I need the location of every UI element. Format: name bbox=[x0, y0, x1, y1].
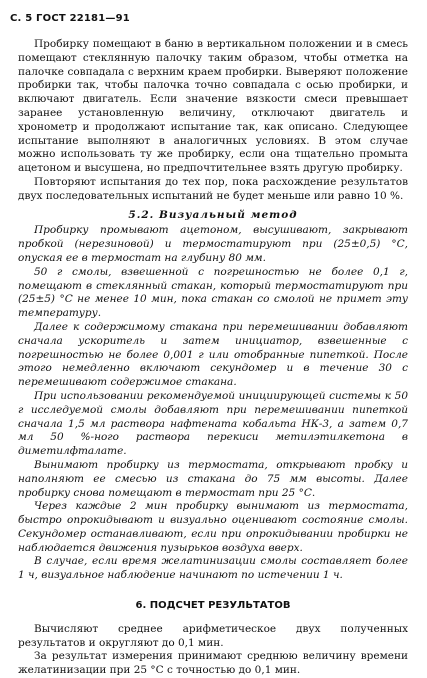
section-5-2-title: 5.2. Визуальный метод bbox=[128, 208, 298, 221]
paragraph: Пробирку помещают в баню в вертикальном положении и в смесь помещают стеклянную палочку таким образом, чтобы отметка на палочке совпадала с верхним краем пробирки. Выверяют положение пробирки так, чтобы палочка точно совпадала с осью пробирки, и включают двигатель. Если значение вязкости смеси превышает заранее установленную величину, отключают двигатель и хронометр и продолжают испытание так, как описано. Следующее испытание выполняют в аналогичных условиях. В этом случае можно использовать ту же пробирку, если она тщательно промыта ацетоном и высушена, но предпочтительнее взять другую пробирку. bbox=[18, 38, 408, 175]
paragraph: В случае, если время желатинизации смолы составляет более 1 ч, визуальное наблюдение начинают по истечении 1 ч. bbox=[18, 555, 408, 582]
paragraph: Пробирку промывают ацетоном, высушивают, закрывают пробкой (нерезиновой) и термостатируют при (25±0,5) °С, опуская ее в термостат на глубину 80 мм. bbox=[18, 224, 408, 264]
document-body bbox=[18, 38, 408, 678]
paragraph: Вычисляют среднее арифметическое двух полученных результатов и округляют до 0,1 мин. bbox=[18, 622, 408, 649]
paragraph: За результат измерения принимают среднюю величину времени желатинизации при 25 °С с точностью до 0,1 мин. bbox=[18, 650, 408, 677]
paragraph: 50 г смолы, взвешенной с погрешностью не более 0,1 г, помещают в стеклянный стакан, который термостатируют при (25±5) °С не менее 10 мин, пока стакан со смолой не примет эту температуру. bbox=[18, 265, 408, 320]
paragraph: Через каждые 2 мин пробирку вынимают из термостата, быстро опрокидывают и визуально оценивают состояние смолы. Секундомер останавливают, если при опрокидывании пробирки не наблюдается движения пузырьков воздуха вверх. bbox=[18, 500, 408, 554]
section-6-title: 6. ПОДСЧЕТ РЕЗУЛЬТАТОВ bbox=[135, 600, 291, 612]
page-header: С. 5 ГОСТ 22181—91 bbox=[10, 13, 130, 24]
paragraph: При использовании рекомендуемой инициирующей системы к 50 г исследуемой смолы добавляют при перемешивании пипеткой сначала 1,5 мл раствора нафтената кобальта НК-3, а затем 0,7 мл 50 %-ного раствора перекиси метилэтилкетона в диметилфталате. bbox=[18, 389, 408, 458]
paragraph: Повторяют испытания до тех пор, пока расхождение результатов двух последовательных испытаний не будет меньше или равно 10 %. bbox=[18, 175, 408, 202]
paragraph: Далее к содержимому стакана при перемешивании добавляют сначала ускоритель и затем инициатор, взвешенные с погрешностью не более 0,001 г или отобранные пипеткой. После этого немедленно включают секундомер и в течение 30 с перемешивают содержимое стакана. bbox=[18, 320, 408, 389]
paragraph: Вынимают пробирку из термостата, открывают пробку и наполняют ее смесью из стакана до 75 мм высоты. Далее пробирку снова помещают в термостат при 25 °С. bbox=[18, 458, 408, 499]
